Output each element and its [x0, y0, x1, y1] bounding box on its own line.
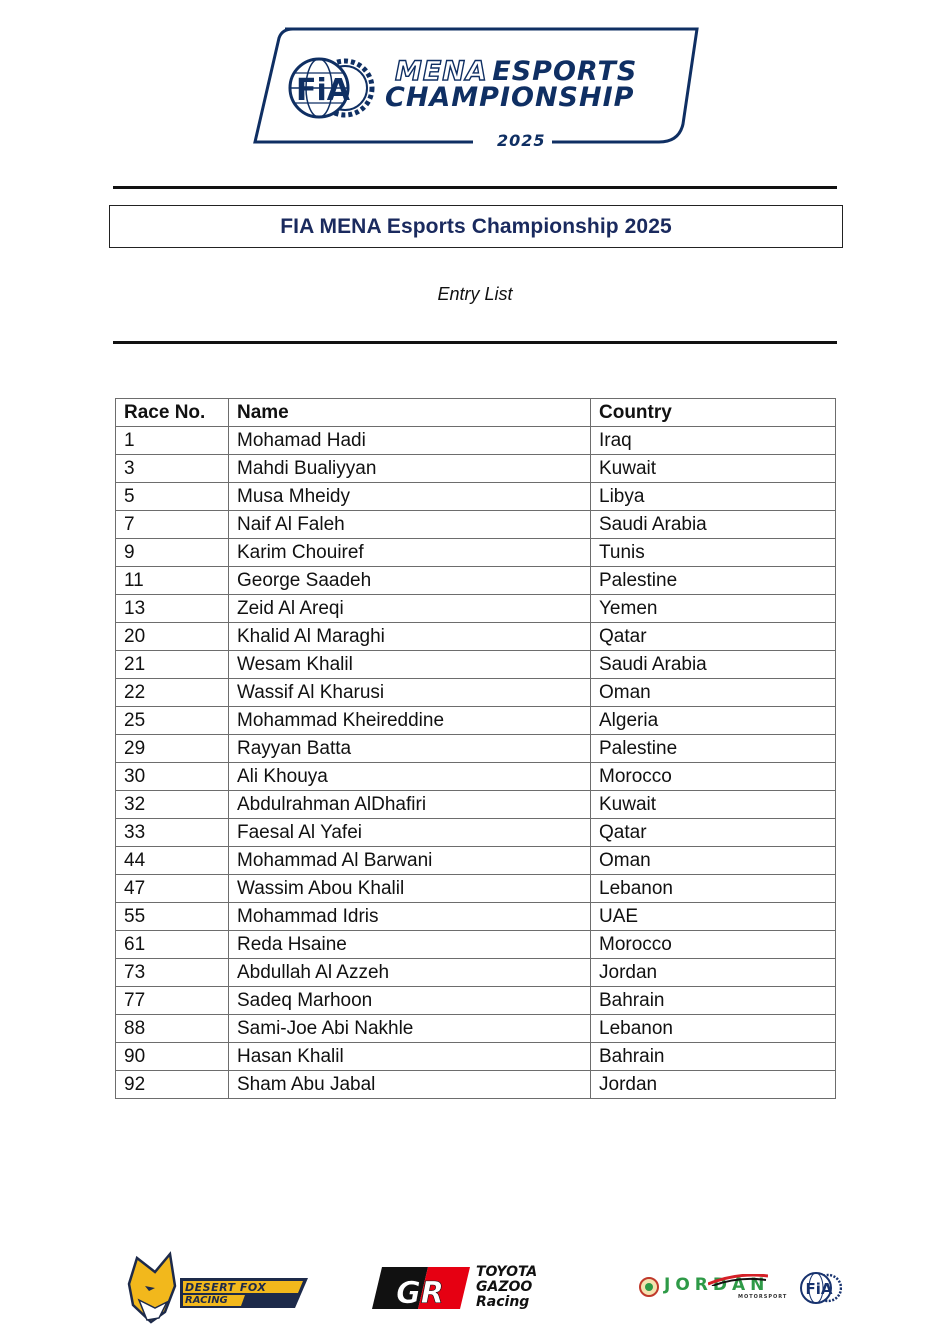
desert-fox-racing-logo: [125, 1250, 310, 1325]
country-cell: Oman: [591, 679, 836, 707]
svg-text:GR: GR: [396, 1276, 444, 1311]
table-row: [116, 1071, 836, 1099]
driver-name-cell: Abdulrahman AlDhafiri: [229, 791, 591, 819]
fia-globe-icon: [800, 1271, 842, 1305]
column-header-country: Country: [591, 399, 836, 427]
country-cell: Qatar: [591, 819, 836, 847]
driver-name-cell: Mahdi Bualiyyan: [229, 455, 591, 483]
table-header-row: [116, 399, 836, 427]
race-number-cell: 73: [116, 959, 229, 987]
race-number-cell: 55: [116, 903, 229, 931]
race-number-cell: 92: [116, 1071, 229, 1099]
table-row: [116, 847, 836, 875]
country-cell: Yemen: [591, 595, 836, 623]
table-row: [116, 427, 836, 455]
country-cell: Bahrain: [591, 987, 836, 1015]
driver-name-cell: Abdullah Al Azzeh: [229, 959, 591, 987]
tgr-line3: Racing: [476, 1294, 530, 1310]
driver-name-cell: Mohammad Kheireddine: [229, 707, 591, 735]
table-row: [116, 1015, 836, 1043]
table-row: [116, 903, 836, 931]
jordan-crest-icon: [638, 1275, 660, 1299]
table-row: [116, 539, 836, 567]
race-number-cell: 3: [116, 455, 229, 483]
race-number-cell: 20: [116, 623, 229, 651]
driver-name-cell: Faesal Al Yafei: [229, 819, 591, 847]
race-number-cell: 90: [116, 1043, 229, 1071]
country-cell: Jordan: [591, 959, 836, 987]
table-row: [116, 1043, 836, 1071]
table-row: [116, 875, 836, 903]
jordan-swoosh-icon: [708, 1274, 768, 1286]
race-number-cell: 25: [116, 707, 229, 735]
championship-logo: [245, 24, 705, 154]
gr-mark-icon: [372, 1265, 472, 1311]
driver-name-cell: Ali Khouya: [229, 763, 591, 791]
table-row: [116, 735, 836, 763]
race-number-cell: 32: [116, 791, 229, 819]
driver-name-cell: Hasan Khalil: [229, 1043, 591, 1071]
country-cell: Morocco: [591, 931, 836, 959]
race-number-cell: 44: [116, 847, 229, 875]
race-number-cell: 77: [116, 987, 229, 1015]
table-row: [116, 791, 836, 819]
page-subtitle: Entry List: [437, 284, 513, 304]
svg-text:FiA: FiA: [296, 73, 350, 108]
race-number-cell: 21: [116, 651, 229, 679]
race-number-cell: 22: [116, 679, 229, 707]
driver-name-cell: Mohammad Al Barwani: [229, 847, 591, 875]
country-cell: UAE: [591, 903, 836, 931]
desert-fox-line2: RACING: [185, 1295, 228, 1306]
logo-esports-text: ESPORTS: [492, 56, 638, 87]
table-row: [116, 511, 836, 539]
driver-name-cell: Wassim Abou Khalil: [229, 875, 591, 903]
race-number-cell: 47: [116, 875, 229, 903]
country-cell: Algeria: [591, 707, 836, 735]
logo-championship-text: CHAMPIONSHIP: [385, 82, 635, 113]
driver-name-cell: Musa Mheidy: [229, 483, 591, 511]
title-box: [109, 205, 843, 248]
table-row: [116, 959, 836, 987]
driver-name-cell: Mohammad Idris: [229, 903, 591, 931]
race-number-cell: 7: [116, 511, 229, 539]
driver-name-cell: Naif Al Faleh: [229, 511, 591, 539]
table-row: [116, 707, 836, 735]
country-cell: Tunis: [591, 539, 836, 567]
table-row: [116, 987, 836, 1015]
race-number-cell: 29: [116, 735, 229, 763]
table-row: [116, 595, 836, 623]
country-cell: Lebanon: [591, 875, 836, 903]
driver-name-cell: Sadeq Marhoon: [229, 987, 591, 1015]
table-row: [116, 455, 836, 483]
driver-name-cell: Reda Hsaine: [229, 931, 591, 959]
country-cell: Bahrain: [591, 1043, 836, 1071]
tgr-line1: TOYOTA: [476, 1264, 538, 1280]
logo-year: 2025: [491, 131, 552, 150]
svg-text:FiA: FiA: [805, 1280, 833, 1298]
driver-name-cell: George Saadeh: [229, 567, 591, 595]
desert-fox-line1: DESERT FOX: [185, 1281, 267, 1294]
race-number-cell: 33: [116, 819, 229, 847]
column-header-name: Name: [229, 399, 591, 427]
driver-name-cell: Sham Abu Jabal: [229, 1071, 591, 1099]
table-row: [116, 567, 836, 595]
driver-name-cell: Wassif Al Kharusi: [229, 679, 591, 707]
page-title: FIA MENA Esports Championship 2025: [280, 214, 672, 238]
race-number-cell: 5: [116, 483, 229, 511]
table-row: [116, 623, 836, 651]
bottom-divider: [113, 341, 837, 344]
jordan-motorsport-logo: [638, 1272, 788, 1302]
table-row: [116, 819, 836, 847]
country-cell: Morocco: [591, 763, 836, 791]
country-cell: Saudi Arabia: [591, 511, 836, 539]
fia-footer-logo: [800, 1271, 842, 1305]
table-row: [116, 931, 836, 959]
country-cell: Palestine: [591, 735, 836, 763]
entry-list-table: [115, 398, 836, 1099]
toyota-gazoo-racing-logo: [372, 1265, 577, 1313]
table-row: [116, 483, 836, 511]
country-cell: Lebanon: [591, 1015, 836, 1043]
race-number-cell: 13: [116, 595, 229, 623]
table-row: [116, 651, 836, 679]
race-number-cell: 11: [116, 567, 229, 595]
tgr-line2: GAZOO: [476, 1279, 533, 1295]
race-number-cell: 61: [116, 931, 229, 959]
country-cell: Kuwait: [591, 791, 836, 819]
column-header-race-no: Race No.: [116, 399, 229, 427]
jordan-wordmark: JORDAN: [664, 1275, 770, 1295]
driver-name-cell: Mohamad Hadi: [229, 427, 591, 455]
country-cell: Oman: [591, 847, 836, 875]
country-cell: Iraq: [591, 427, 836, 455]
logo-mena-text: MENA: [395, 56, 488, 87]
driver-name-cell: Sami-Joe Abi Nakhle: [229, 1015, 591, 1043]
driver-name-cell: Karim Chouiref: [229, 539, 591, 567]
race-number-cell: 1: [116, 427, 229, 455]
fia-globe-icon: [287, 56, 377, 120]
country-cell: Kuwait: [591, 455, 836, 483]
race-number-cell: 88: [116, 1015, 229, 1043]
race-number-cell: 30: [116, 763, 229, 791]
race-number-cell: 9: [116, 539, 229, 567]
country-cell: Saudi Arabia: [591, 651, 836, 679]
driver-name-cell: Khalid Al Maraghi: [229, 623, 591, 651]
table-row: [116, 763, 836, 791]
table-row: [116, 679, 836, 707]
top-divider: [113, 186, 837, 189]
jordan-tagline: MOTORSPORT: [738, 1294, 788, 1300]
country-cell: Qatar: [591, 623, 836, 651]
country-cell: Jordan: [591, 1071, 836, 1099]
driver-name-cell: Zeid Al Areqi: [229, 595, 591, 623]
driver-name-cell: Rayyan Batta: [229, 735, 591, 763]
country-cell: Libya: [591, 483, 836, 511]
driver-name-cell: Wesam Khalil: [229, 651, 591, 679]
country-cell: Palestine: [591, 567, 836, 595]
